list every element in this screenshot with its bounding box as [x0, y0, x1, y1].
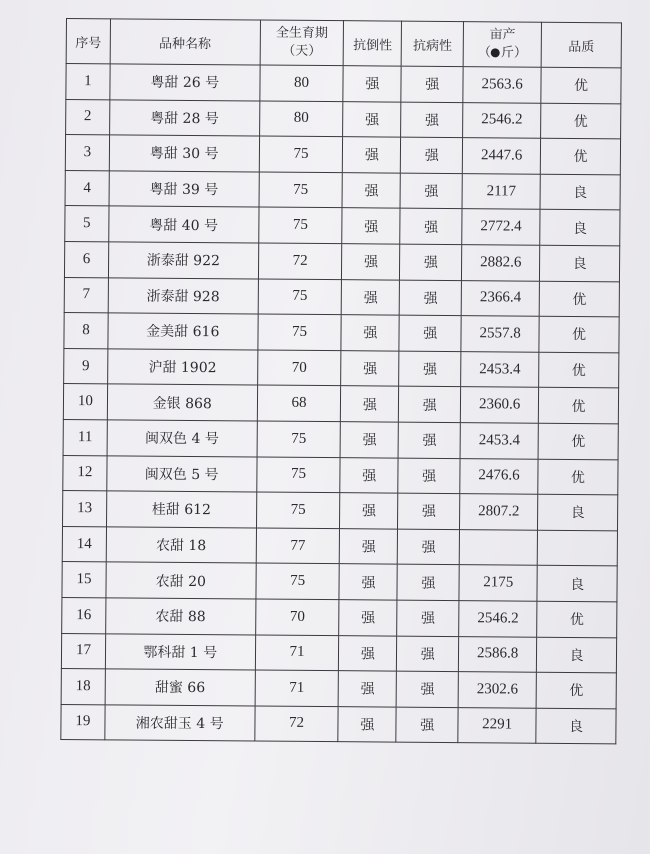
variety-name-cell: 粤甜 30 号 [109, 135, 259, 172]
variety-name-cell: 沪甜 1902 [108, 349, 258, 386]
row-index-cell: 10 [63, 384, 107, 420]
table-row [61, 669, 616, 709]
growth-days-cell: 75 [256, 563, 340, 599]
disease-resistance-cell: 强 [400, 280, 462, 316]
growth-days-cell: 75 [258, 314, 342, 350]
quality-grade-cell: 良 [537, 566, 617, 602]
header-yield-line1: 亩产 [489, 27, 516, 43]
lodging-resistance-cell: 强 [342, 244, 400, 280]
yield-value-cell: 2302.6 [458, 672, 536, 708]
lodging-resistance-cell: 强 [338, 706, 396, 742]
quality-grade-cell: 良 [536, 708, 616, 744]
lodging-resistance-cell: 强 [339, 600, 397, 636]
growth-days-cell: 77 [256, 528, 340, 564]
lodging-resistance-cell: 强 [342, 279, 400, 315]
header-yield [463, 22, 541, 68]
row-index-cell: 14 [62, 526, 106, 562]
disease-resistance-cell: 强 [400, 209, 462, 245]
variety-name-cell: 浙泰甜 922 [108, 242, 258, 279]
table-row [64, 241, 619, 281]
lodging-resistance-cell: 强 [341, 350, 399, 386]
row-index-cell: 3 [65, 135, 109, 171]
table-row [65, 135, 620, 175]
growth-days-cell: 80 [259, 65, 343, 101]
variety-name-cell: 粤甜 39 号 [109, 171, 259, 208]
growth-days-cell: 71 [255, 670, 339, 706]
variety-name-cell: 农甜 88 [106, 598, 256, 635]
table-row [64, 277, 619, 317]
table-row [63, 384, 618, 424]
variety-name-cell: 金美甜 616 [108, 313, 258, 350]
disease-resistance-cell: 强 [397, 564, 459, 600]
header-yield-paren: （ [477, 45, 491, 61]
yield-value-cell: 2453.4 [461, 351, 539, 387]
growth-days-cell: 75 [256, 457, 340, 493]
variety-name-cell: 粤甜 28 号 [110, 99, 260, 136]
header-growth-line1: 全生育期 [275, 25, 328, 42]
header-quality: 品质 [541, 22, 621, 68]
growth-days-cell: 80 [259, 101, 343, 137]
yield-value-cell: 2360.6 [461, 387, 539, 423]
table-row [63, 491, 618, 531]
disease-resistance-cell: 强 [397, 600, 459, 636]
disease-resistance-cell: 强 [401, 137, 463, 173]
row-index-cell: 17 [61, 633, 105, 669]
lodging-resistance-cell: 强 [341, 386, 399, 422]
quality-grade-cell: 良 [537, 637, 617, 673]
disease-resistance-cell: 强 [400, 244, 462, 280]
variety-table [60, 18, 622, 745]
row-index-cell: 4 [65, 170, 109, 206]
variety-name-cell: 闽双色 4 号 [107, 420, 257, 457]
lodging-resistance-cell: 强 [342, 208, 400, 244]
variety-name-cell: 粤甜 40 号 [109, 206, 259, 243]
row-index-cell: 11 [63, 419, 107, 455]
quality-grade-cell: 优 [538, 388, 618, 424]
quality-grade-cell: 优 [539, 316, 619, 352]
growth-days-cell: 68 [257, 385, 341, 421]
lodging-resistance-cell: 强 [341, 422, 399, 458]
table-row [63, 455, 618, 495]
quality-grade-cell: 优 [539, 281, 619, 317]
growth-days-cell: 75 [258, 207, 342, 243]
yield-value-cell: 2807.2 [460, 494, 538, 530]
yield-value-cell: 2882.6 [462, 245, 540, 281]
quality-grade-cell: 优 [541, 103, 621, 139]
disease-resistance-cell: 强 [398, 458, 460, 494]
variety-name-cell: 浙泰甜 928 [108, 277, 258, 314]
lodging-resistance-cell: 强 [343, 172, 401, 208]
quality-grade-cell: 优 [540, 138, 620, 174]
variety-name-cell: 农甜 20 [106, 562, 256, 599]
lodging-resistance-cell: 强 [343, 137, 401, 173]
header-variety: 品种名称 [110, 19, 260, 65]
header-index: 序号 [66, 19, 110, 64]
yield-value-cell: 2772.4 [462, 209, 540, 245]
yield-value-cell: 2546.2 [459, 601, 537, 637]
table-row [66, 99, 621, 139]
disease-resistance-cell: 强 [398, 529, 460, 565]
lodging-resistance-cell: 强 [340, 457, 398, 493]
growth-days-cell: 71 [255, 635, 339, 671]
quality-grade-cell: 优 [537, 601, 617, 637]
table-body [61, 64, 621, 745]
header-yield-line2 [464, 44, 541, 63]
yield-value-cell: 2447.6 [463, 138, 541, 174]
table-row [62, 562, 617, 602]
yield-value-cell: 2563.6 [463, 67, 541, 103]
variety-name-cell: 桂甜 612 [106, 491, 256, 528]
row-index-cell: 15 [62, 562, 106, 598]
row-index-cell: 2 [66, 99, 110, 135]
row-index-cell: 5 [65, 206, 109, 242]
disease-resistance-cell: 强 [401, 102, 463, 138]
quality-grade-cell: 优 [539, 352, 619, 388]
growth-days-cell: 75 [258, 279, 342, 315]
header-row [66, 19, 621, 68]
table-row [61, 704, 616, 744]
header-yield-unit: 斤） [500, 45, 527, 61]
growth-days-cell: 75 [256, 492, 340, 528]
table-row [64, 313, 619, 353]
table-row [62, 597, 617, 637]
yield-value-cell [459, 529, 537, 565]
growth-days-cell: 72 [258, 243, 342, 279]
disease-resistance-cell: 强 [399, 315, 461, 351]
yield-value-cell: 2453.4 [460, 423, 538, 459]
quality-grade-cell: 优 [538, 423, 618, 459]
yield-value-cell: 2546.2 [463, 102, 541, 138]
quality-grade-cell: 优 [538, 459, 618, 495]
disease-resistance-cell: 强 [396, 707, 458, 743]
lodging-resistance-cell: 强 [341, 315, 399, 351]
lodging-resistance-cell: 强 [339, 635, 397, 671]
variety-name-cell: 湘农甜玉 4 号 [105, 705, 255, 742]
growth-days-cell: 70 [257, 350, 341, 386]
growth-days-cell: 70 [255, 599, 339, 635]
quality-grade-cell [537, 530, 617, 566]
yield-value-cell: 2557.8 [461, 316, 539, 352]
variety-name-cell: 金银 868 [107, 384, 257, 421]
header-lodging: 抗倒性 [344, 21, 402, 66]
quality-grade-cell: 优 [541, 67, 621, 103]
growth-days-cell: 75 [259, 136, 343, 172]
quality-grade-cell: 良 [540, 210, 620, 246]
quality-grade-cell: 优 [536, 672, 616, 708]
quality-grade-cell: 良 [540, 245, 620, 281]
disease-resistance-cell: 强 [397, 636, 459, 672]
yield-value-cell: 2291 [458, 707, 536, 743]
quality-grade-cell: 良 [540, 174, 620, 210]
table-row [65, 170, 620, 210]
table-row [66, 64, 621, 104]
disease-resistance-cell: 强 [400, 173, 462, 209]
disease-resistance-cell: 强 [401, 66, 463, 102]
row-index-cell: 16 [62, 597, 106, 633]
row-index-cell: 7 [64, 277, 108, 313]
yield-value-cell: 2586.8 [459, 636, 537, 672]
lodging-resistance-cell: 强 [340, 528, 398, 564]
lodging-resistance-cell: 强 [340, 493, 398, 529]
growth-days-cell: 75 [259, 172, 343, 208]
row-index-cell: 19 [61, 704, 105, 740]
header-disease: 抗病性 [401, 21, 463, 66]
table-row [62, 526, 617, 566]
row-index-cell: 18 [61, 669, 105, 705]
table-row [61, 633, 616, 673]
row-index-cell: 13 [63, 491, 107, 527]
disease-resistance-cell: 强 [396, 671, 458, 707]
lodging-resistance-cell: 强 [339, 564, 397, 600]
row-index-cell: 12 [63, 455, 107, 491]
table-row [65, 206, 620, 246]
yield-value-cell: 2366.4 [461, 280, 539, 316]
variety-name-cell: 农甜 18 [106, 527, 256, 564]
growth-days-cell: 75 [257, 421, 341, 457]
disease-resistance-cell: 强 [398, 422, 460, 458]
header-growth-line2: （天） [282, 43, 322, 60]
disease-resistance-cell: 强 [398, 493, 460, 529]
table-row [64, 348, 619, 388]
lodging-resistance-cell: 强 [339, 671, 397, 707]
row-index-cell: 1 [66, 64, 110, 100]
disease-resistance-cell: 强 [399, 386, 461, 422]
yield-value-cell: 2175 [459, 565, 537, 601]
variety-name-cell: 粤甜 26 号 [110, 64, 260, 101]
row-index-cell: 9 [64, 348, 108, 384]
table-row [63, 419, 618, 459]
quality-grade-cell: 良 [538, 494, 618, 530]
lodging-resistance-cell: 强 [343, 101, 401, 137]
variety-name-cell: 闽双色 5 号 [107, 455, 257, 492]
header-growth-period [260, 20, 344, 66]
lodging-resistance-cell: 强 [343, 66, 401, 102]
obscured-mark-icon [491, 48, 500, 57]
variety-name-cell: 鄂科甜 1 号 [105, 633, 255, 670]
variety-name-cell: 甜蜜 66 [105, 669, 255, 706]
growth-days-cell: 72 [254, 706, 338, 742]
yield-value-cell: 2117 [462, 173, 540, 209]
row-index-cell: 8 [64, 313, 108, 349]
disease-resistance-cell: 强 [399, 351, 461, 387]
yield-value-cell: 2476.6 [460, 458, 538, 494]
row-index-cell: 6 [64, 241, 108, 277]
